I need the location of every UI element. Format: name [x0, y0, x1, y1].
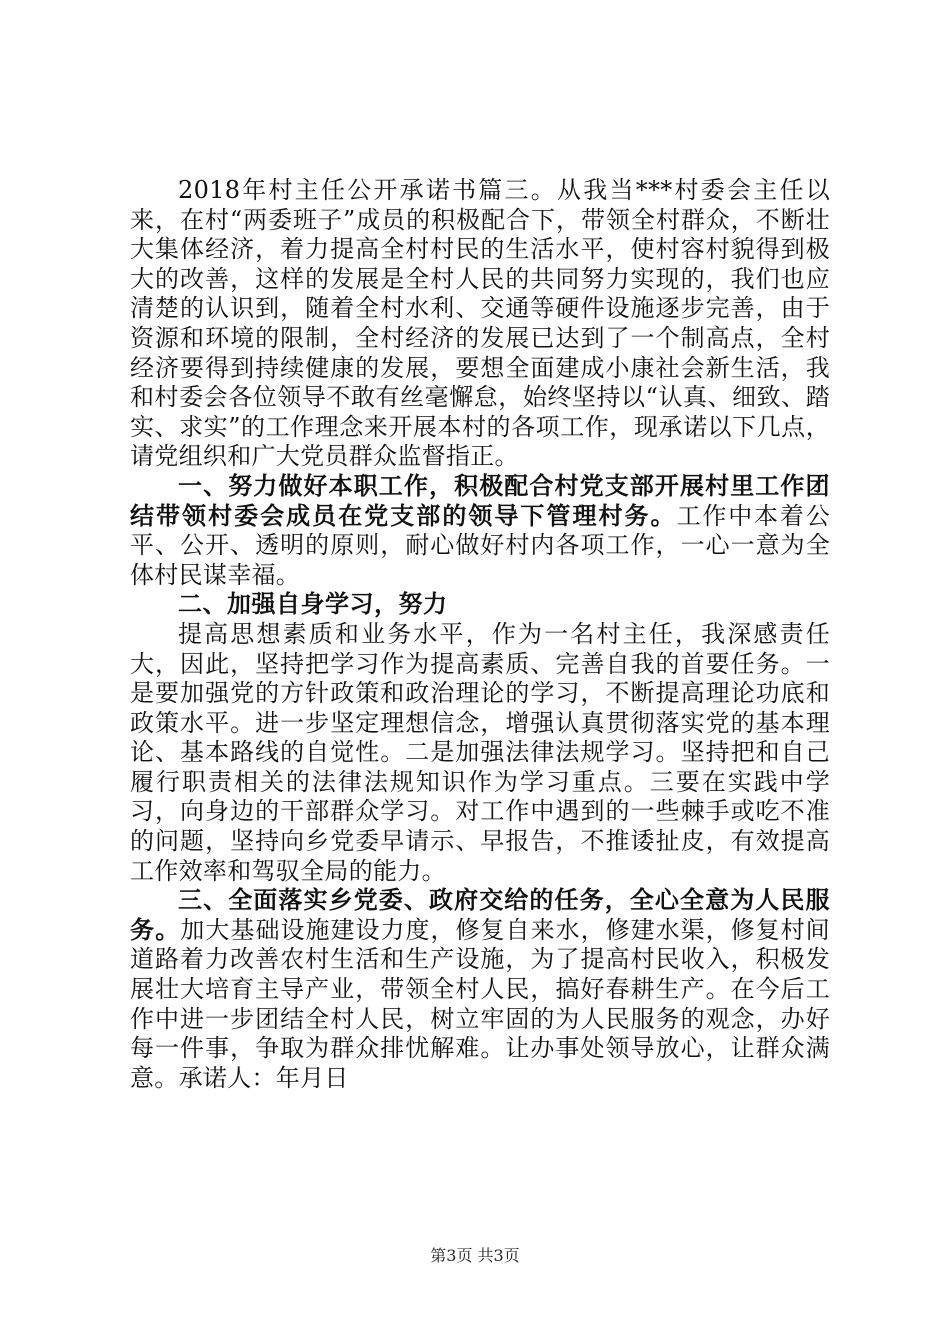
paragraph-text: 2018年村主任公开承诺书篇三。从我当***村委会主任以来，在村“两委班子”成员的积极配合下，带领全村群众，不断壮大集体经济，着力提高全村村民的生活水平，使村容村貌得到极大的改善，这样的发展是全村人民的共同努力实现的，我们也应清楚的认识到，随着全村水利、交通等硬件设施逐步完善，由于资源和环境的限制，全村经济的发展已达到了一个制高点，全村经济要得到持续健康的发展，要想全面建成小康社会新生活，我和村委会各位领导不敢有丝毫懈怠，始终坚持以“认真、细致、踏实、求实”的工作理念来开展本村的各项工作，现承诺以下几点，请党组织和广大党员群众监督指正。: [130, 176, 830, 471]
paragraph-heading: 三、全面落实乡党委、政府交给的任务，全心全意为人民服务。: [130, 886, 830, 944]
paragraph-text: 加大基础设施建设力度，修复自来水，修建水渠，修复村间道路着力改善农村生活和生产设施，为了提高村民收入，积极发展壮大培育主导产业，带领全村人民，搞好春耕生产。在今后工作中进一步团结全村人民，树立牢固的为人民服务的观念，办好每一件事，争取为群众排忧解难。让办事处领导放心，让群众满意。承诺人：年月日: [130, 915, 830, 1092]
page-number-footer: 第3页 共3页: [430, 1246, 520, 1265]
paragraph-intro: [130, 176, 830, 472]
paragraph-item-two-body: [130, 620, 830, 886]
document-body: [130, 176, 830, 1093]
paragraph-text: 工作中本着公平、公开、透明的原则，耐心做好村内各项工作，一心一意为全体村民谋幸福。: [130, 501, 830, 589]
paragraph-item-two-heading: [130, 590, 830, 620]
paragraph-heading: 一、努力做好本职工作，积极配合村党支部开展村里工作团结带领村委会成员在党支部的领导下管理村务。: [130, 471, 830, 530]
paragraph-item-three: [130, 886, 830, 1093]
paragraph-text: 提高思想素质和业务水平，作为一名村主任，我深感责任大，因此，坚持把学习作为提高素质、完善自我的首要任务。一是要加强党的方针政策和政治理论的学习，不断提高理论功底和政策水平。进一步坚定理想信念，增强认真贯彻落实党的基本理论、基本路线的自觉性。二是加强法律法规学习。坚持把和自己履行职责相关的法律法规知识作为学习重点。三要在实践中学习，向身边的干部群众学习。对工作中遇到的一些棘手或吃不准的问题，坚持向乡党委早请示、早报告，不推诿扯皮，有效提高工作效率和驾驭全局的能力。: [130, 619, 830, 885]
paragraph-heading: 二、加强自身学习，努力: [178, 590, 448, 619]
paragraph-item-one: [130, 472, 830, 590]
